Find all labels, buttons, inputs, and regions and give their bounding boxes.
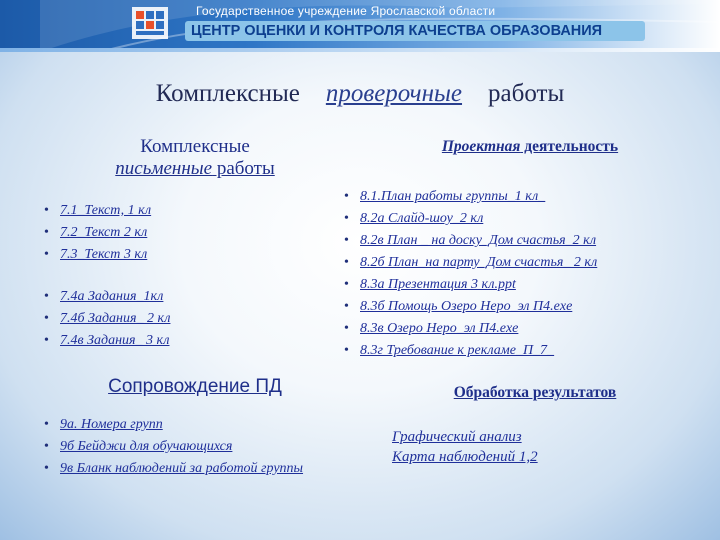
- written-works-heading-line1: Комплексные: [140, 136, 250, 157]
- observation-map-link[interactable]: Карта наблюдений 1,2: [392, 449, 538, 465]
- results-heading[interactable]: Обработка результатов: [453, 384, 617, 401]
- header-subtitle: Государственное учреждение Ярославской области: [196, 4, 496, 18]
- written-works-heading-line2: [60, 158, 330, 180]
- page-title-part3: работы: [488, 80, 565, 107]
- list-item[interactable]: • 8.1.План работы группы_1 кл_: [344, 186, 597, 208]
- project-files-list: [344, 186, 597, 362]
- written-works-heading-rest: работы: [212, 158, 275, 179]
- results-links: [392, 427, 538, 467]
- list-item[interactable]: • 9в Бланк наблюдений за работой группы: [44, 458, 334, 480]
- center-logo-icon: [128, 3, 172, 43]
- task-files-list: [44, 286, 170, 352]
- graphic-analysis-link[interactable]: Графический анализ: [392, 429, 522, 445]
- list-item[interactable]: • 9а. Номера групп: [44, 414, 334, 436]
- list-item[interactable]: • 7.4а Задания_1кл: [44, 286, 170, 308]
- list-item[interactable]: • 7.4в Задания_ 3 кл: [44, 330, 170, 352]
- list-item[interactable]: • 7.3_Текст 3 кл: [44, 244, 151, 266]
- list-item[interactable]: • 8.3г Требование к рекламе_П_7_: [344, 340, 597, 362]
- list-item[interactable]: • 7.1_Текст, 1 кл: [44, 200, 151, 222]
- banner-divider: [0, 48, 720, 52]
- list-item[interactable]: • 9б Бейджи для обучающихся: [44, 436, 334, 458]
- support-files-list: [44, 414, 334, 480]
- header-title-box: [185, 21, 645, 41]
- support-heading[interactable]: Сопровождение ПД: [108, 376, 282, 397]
- page-title-part2[interactable]: проверочные: [325, 80, 463, 107]
- project-activity-heading: [395, 136, 665, 158]
- project-activity-heading-rest: деятельность: [520, 138, 619, 155]
- list-item[interactable]: • 8.3в Озеро Неро_эл П4.exe: [344, 318, 597, 340]
- page-title: [0, 80, 720, 108]
- list-item[interactable]: • 8.2б План_на парту_Дом счастья_ 2 кл: [344, 252, 597, 274]
- list-item[interactable]: • 8.2а Слайд-шоу_2 кл: [344, 208, 597, 230]
- written-works-heading: [60, 136, 330, 180]
- header-title: ЦЕНТР ОЦЕНКИ И КОНТРОЛЯ КАЧЕСТВА ОБРАЗОВАНИЯ: [191, 23, 603, 39]
- list-item[interactable]: • 8.3а Презентация 3 кл.ppt: [344, 274, 597, 296]
- list-item[interactable]: • 7.2_Текст 2 кл: [44, 222, 151, 244]
- list-item[interactable]: • 8.2в План _ на доску_Дом счастья_2 кл: [344, 230, 597, 252]
- list-item[interactable]: • 7.4б Задания_ 2 кл: [44, 308, 170, 330]
- written-works-link[interactable]: письменные: [115, 158, 213, 179]
- project-activity-link[interactable]: Проектная: [441, 138, 521, 155]
- page-title-part1: Комплексные: [155, 80, 300, 107]
- text-files-list: [44, 200, 151, 266]
- list-item[interactable]: • 8.3б Помощь Озеро Неро_эл П4.exe: [344, 296, 597, 318]
